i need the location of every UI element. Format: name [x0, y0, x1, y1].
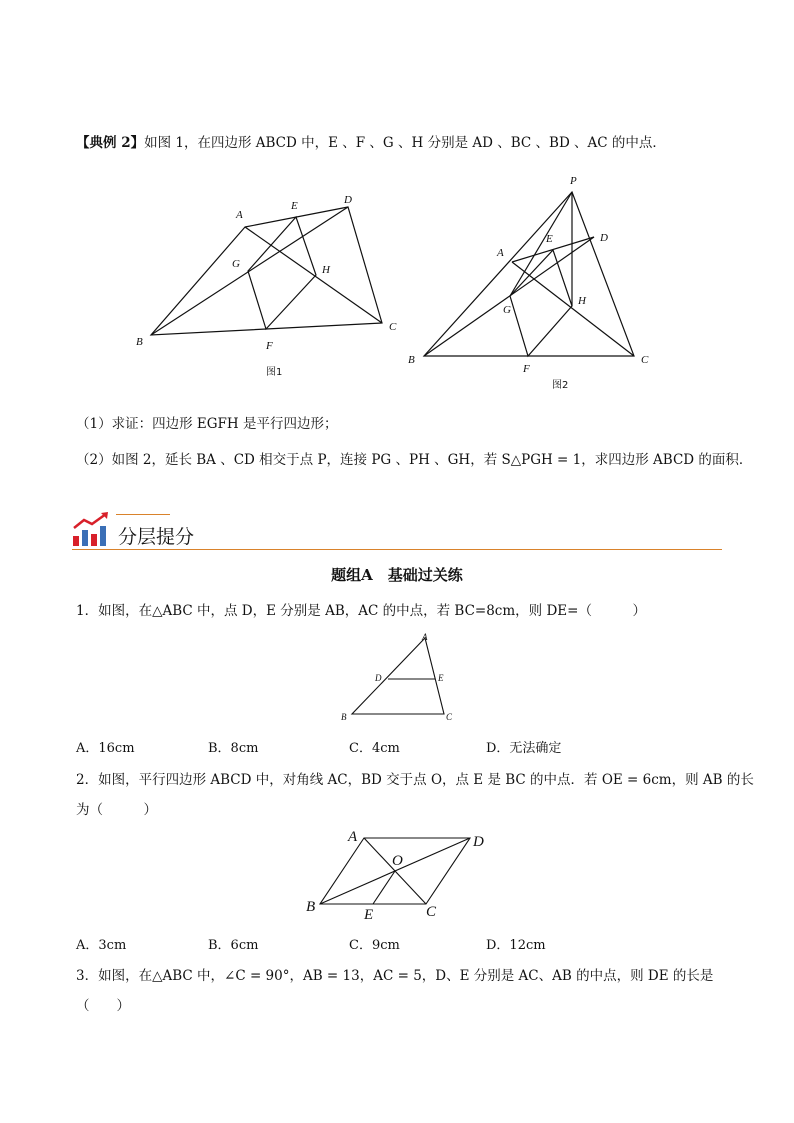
- problem-2-stem-line1: 2．如图，平行四边形 ABCD 中，对角线 AC，BD 交于点 O，点 E 是 BC 的中点．若 OE = 6cm，则 AB 的长: [76, 772, 754, 788]
- bar-chart-trend-icon: [72, 512, 112, 548]
- p2-label-b: B: [306, 899, 316, 915]
- p2-choice-d[interactable]: D．12cm: [486, 938, 546, 953]
- p2-label-c: C: [426, 904, 437, 920]
- fig1-label-f: F: [266, 340, 273, 352]
- fig1-quad-abcd: [151, 207, 382, 335]
- section-title: 分层提分: [118, 526, 195, 548]
- fig2-label-h: H: [578, 295, 586, 307]
- fig1-label-c: C: [389, 321, 397, 333]
- section-divider: [72, 549, 722, 550]
- figure-1-quadrilateral: [130, 185, 410, 385]
- example2-intro-line: [76, 133, 666, 153]
- problem-3-stem-line1: 3．如图，在△ABC 中，∠C = 90°，AB = 13，AC = 5，D、E 分别是 AC、AB 的中点，则 DE 的长是: [76, 968, 714, 984]
- fig1-label-g: G: [232, 258, 240, 270]
- fig2-label-c: C: [641, 354, 649, 366]
- p1-choice-b[interactable]: B．8cm: [208, 741, 259, 756]
- fig2-label-f: F: [523, 363, 530, 375]
- p1-label-b: B: [341, 712, 347, 722]
- question-1: （1）求证：四边形 EGFH 是平行四边形；: [76, 416, 338, 432]
- p1-choice-c[interactable]: C．4cm: [349, 741, 400, 756]
- p2-label-d: D: [473, 834, 484, 850]
- fig1-label-d: D: [344, 194, 352, 206]
- section-title-overline: [116, 514, 170, 515]
- p1-label-c: C: [446, 712, 453, 722]
- fig2-quad-egfh: [510, 250, 572, 356]
- fig1-label-e: E: [291, 200, 298, 212]
- p2-label-o: O: [392, 853, 403, 869]
- fig2-label-e: E: [546, 233, 553, 245]
- fig2-label-a: A: [497, 247, 504, 259]
- p2-choice-c[interactable]: C．9cm: [349, 938, 400, 953]
- fig2-label-d: D: [600, 232, 608, 244]
- fig2-label-g: G: [503, 304, 511, 316]
- problem-2-stem-line2: 为（ ）: [76, 802, 157, 818]
- p1-choice-d[interactable]: D．无法确定: [486, 741, 562, 756]
- problem-1-figure: [338, 630, 468, 725]
- p2-choice-b[interactable]: B．6cm: [208, 938, 259, 953]
- p1-label-d: D: [375, 673, 382, 683]
- fig1-label-b: B: [136, 336, 143, 348]
- example-tag: 【典例 2】: [76, 135, 145, 151]
- p2-label-e: E: [364, 907, 374, 923]
- problem-1-stem: 1．如图，在△ABC 中，点 D，E 分别是 AB，AC 的中点，若 BC=8cm，则 DE=（ ）: [76, 603, 646, 619]
- fig2-label-p: P: [570, 175, 577, 187]
- fig1-label-h: H: [322, 264, 330, 276]
- fig1-caption: 图1: [266, 367, 283, 378]
- fig1-diag-ac: [245, 227, 382, 323]
- p1-choice-a[interactable]: A．16cm: [76, 741, 135, 756]
- p1-label-a: A: [422, 632, 428, 642]
- problem-2-figure: [300, 822, 500, 924]
- problem-3-stem-line2: （ ）: [76, 998, 130, 1014]
- fig1-label-a: A: [236, 209, 243, 221]
- figure-2-extended: [400, 170, 660, 390]
- fig2-label-b: B: [408, 354, 415, 366]
- fig2-caption: 图2: [552, 380, 569, 391]
- p2-label-a: A: [348, 829, 358, 845]
- p1-label-e: E: [438, 673, 444, 683]
- question-2: （2）如图 2，延长 BA 、CD 相交于点 P，连接 PG 、PH 、GH，若 S△PGH = 1，求四边形 ABCD 的面积．: [76, 452, 753, 468]
- group-title: 题组A 基础过关练: [331, 566, 463, 584]
- p2-choice-a[interactable]: A．3cm: [76, 938, 127, 953]
- example-intro: 如图 1，在四边形 ABCD 中，E 、F 、G 、H 分别是 AD 、BC 、BD 、AC 的中点．: [144, 135, 666, 151]
